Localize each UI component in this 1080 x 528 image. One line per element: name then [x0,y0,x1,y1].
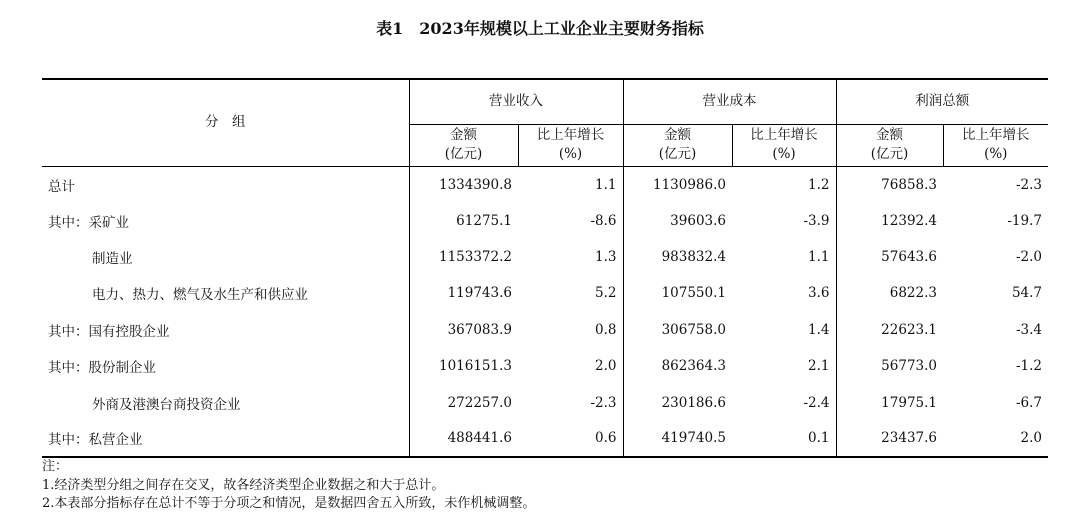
revenue-growth-cell: -2.3 [590,394,617,411]
amount-unit: (亿元) [444,146,483,162]
amount-unit: (亿元) [870,146,909,162]
cost-growth-cell: -3.9 [803,212,830,229]
row-label: 外商及港澳台商投资企业 [92,396,241,413]
row-label: 总计 [48,179,75,196]
revenue-amount-cell: 119743.6 [409,275,518,311]
profit-growth-cell: -2.0 [1015,248,1042,265]
revenue-amount-cell: 61275.1 [409,202,518,238]
cost-growth-cell: 0.1 [732,421,836,457]
profit-amount-header [836,124,943,166]
cost-amount-cell: 306758.0 [623,312,732,348]
cost-amount-cell: 230186.6 [623,384,732,420]
revenue-amount-cell: 272257.0 [409,384,518,420]
revenue-amount-cell: 1153372.2 [409,239,518,275]
note-1: 1.经济类型分组之间存在交叉，故各经济类型企业数据之和大于总计。 [42,477,445,493]
revenue-growth-cell: 1.3 [595,248,617,265]
amount-unit: (亿元) [658,146,697,162]
amount-label: 金额 [664,127,691,143]
row-label: 其中：国有控股企业 [48,323,170,340]
notes-heading: 注： [42,459,69,474]
profit-header: 利润总额 [836,79,1048,124]
cost-amount-cell: 862364.3 [623,348,732,384]
profit-growth-cell: -6.7 [1015,394,1042,411]
cost-amount-cell: 39603.6 [623,202,732,238]
amount-label: 金额 [450,127,477,143]
cost-amount-cell: 419740.5 [623,421,732,457]
financial-indicators-table [42,78,1048,458]
growth-unit: (%) [984,146,1008,162]
profit-amount-cell: 76858.3 [836,166,943,202]
profit-amount-cell: 17975.1 [836,384,943,420]
cost-amount-cell: 107550.1 [623,275,732,311]
profit-growth-cell: 54.7 [1011,285,1042,302]
profit-amount-cell: 12392.4 [836,202,943,238]
profit-growth-cell: 2.0 [943,421,1048,457]
revenue-amount-cell: 1016151.3 [409,348,518,384]
profit-amount-cell: 23437.6 [836,421,943,457]
row-label: 其中：采矿业 [48,214,129,231]
table-title: 表1 2023年规模以上工业企业主要财务指标 [376,19,704,38]
cost-growth-cell: 1.4 [808,321,830,338]
revenue-growth-header [518,124,623,166]
cost-growth-cell: 1.2 [808,177,830,194]
row-label: 电力、热力、燃气及水生产和供应业 [92,287,308,304]
table-row [42,384,1048,420]
profit-amount-cell: 57643.6 [836,239,943,275]
table-row [42,166,1048,202]
revenue-growth-cell: -8.6 [590,212,617,229]
profit-growth-cell: -1.2 [1015,358,1042,375]
revenue-amount-cell: 488441.6 [409,421,518,457]
cost-amount-cell: 1130986.0 [623,166,732,202]
growth-unit: (%) [772,146,796,162]
cost-growth-header [732,124,836,166]
table-body [42,166,1048,457]
growth-label: 比上年增长 [536,127,605,143]
cost-amount-cell: 983832.4 [623,239,732,275]
profit-growth-cell: -3.4 [1015,321,1042,338]
cost-growth-cell: 2.1 [808,358,830,375]
row-label: 其中：私营企业 [42,421,409,457]
cost-growth-cell: 3.6 [808,285,830,302]
cost-growth-cell: -2.4 [803,394,830,411]
profit-growth-cell: -19.7 [1007,212,1042,229]
growth-unit: (%) [558,146,583,162]
revenue-growth-cell: 0.8 [595,321,617,338]
table-row [42,348,1048,384]
revenue-header: 营业收入 [409,79,623,124]
table-row [42,239,1048,275]
cost-amount-header [623,124,732,166]
table-row [42,275,1048,311]
profit-amount-cell: 56773.0 [836,348,943,384]
amount-label: 金额 [876,127,903,143]
revenue-growth-cell: 5.2 [595,285,617,302]
profit-growth-header [943,124,1048,166]
revenue-growth-cell: 2.0 [595,358,617,375]
table-row [42,421,1048,457]
table-row [42,312,1048,348]
revenue-growth-cell: 1.1 [595,177,617,194]
notes [42,458,535,514]
note-2: 2.本表部分指标存在总计不等于分项之和情况，是数据四舍五入所致，未作机械调整。 [42,496,536,511]
row-label: 制造业 [92,250,133,267]
revenue-amount-header [409,124,518,166]
growth-label: 比上年增长 [750,127,818,143]
profit-growth-cell: -2.3 [1015,177,1042,194]
table-row [42,202,1048,238]
profit-amount-cell: 6822.3 [836,275,943,311]
profit-amount-cell: 22623.1 [836,312,943,348]
row-label: 其中：股份制企业 [48,360,156,377]
cost-growth-cell: 1.1 [808,248,830,265]
revenue-growth-cell: 0.6 [518,421,623,457]
revenue-amount-cell: 367083.9 [409,312,518,348]
group-header: 分 组 [42,79,409,166]
growth-label: 比上年增长 [962,127,1030,143]
revenue-amount-cell: 1334390.8 [409,166,518,202]
cost-header: 营业成本 [623,79,836,124]
